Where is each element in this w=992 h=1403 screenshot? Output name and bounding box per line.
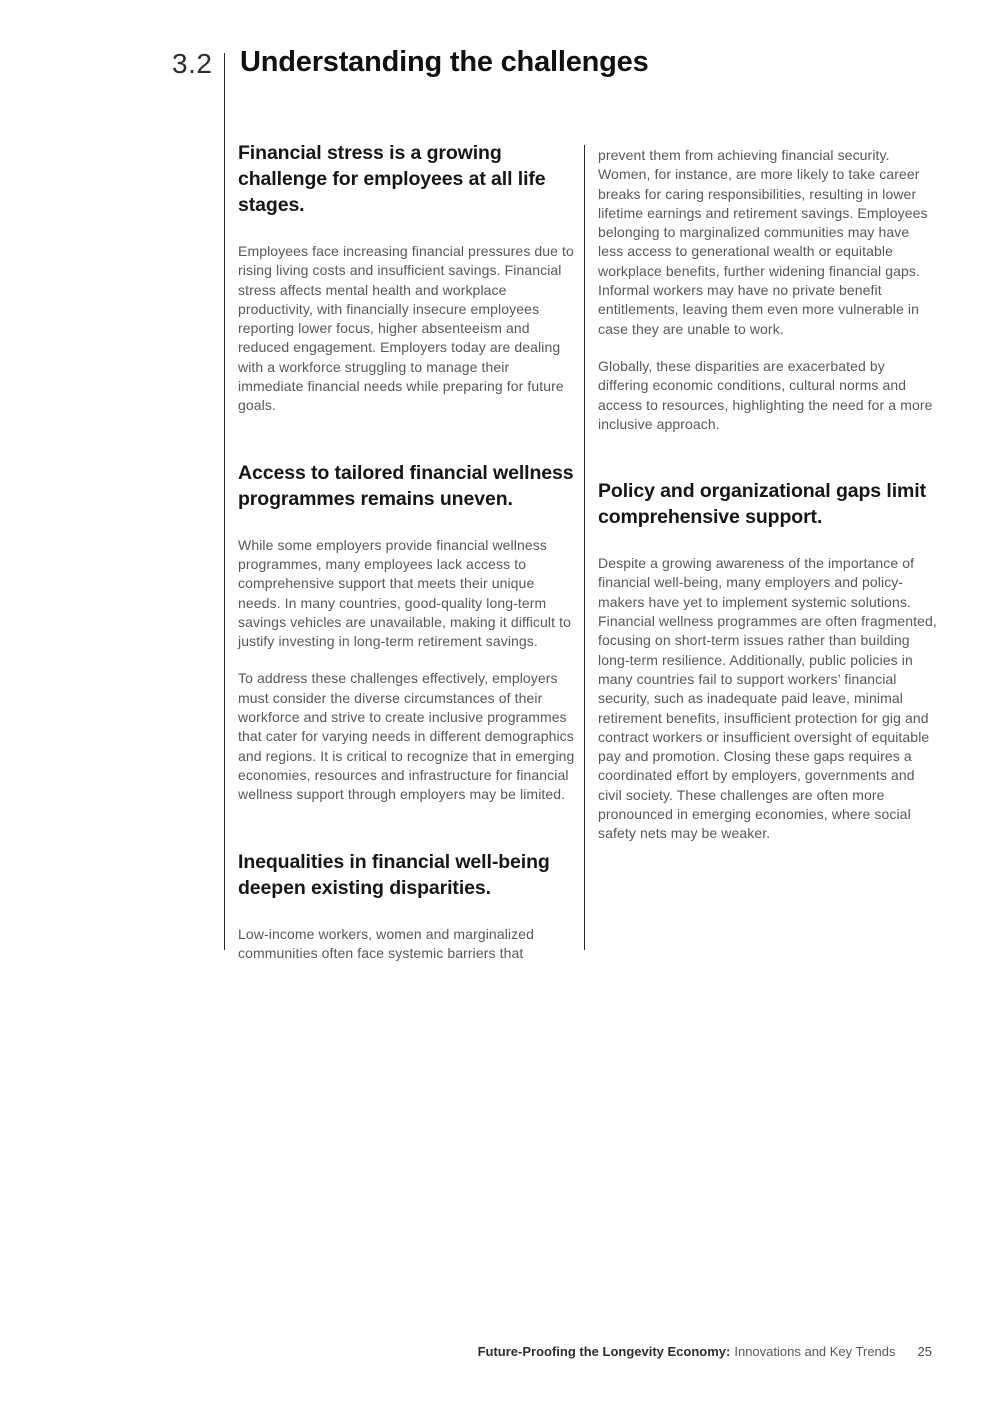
body-paragraph: Low-income workers, women and marginalized communities often face systemic barriers that [238, 925, 534, 961]
body-paragraph: To address these challenges effectively, employers must consider the diverse circumstances of their workforce and strive to create inclusive programmes that cater for varying needs in different demographics and regions. It is critical to recognize that in emerging economies, resources and infrastructure for financial wellness support through employers may be limited. [238, 670, 575, 803]
footer-report-title: Future-Proofing the Longevity Economy: [477, 1344, 731, 1359]
footer-page-number: 25 [917, 1344, 932, 1359]
section-number: 3.2 [172, 48, 213, 79]
column-divider-rule [584, 145, 585, 950]
body-paragraph: Globally, these disparities are exacerbated by differing economic conditions, cultural norms and access to resources, highlighting the need for a more inclusive approach. [598, 357, 933, 432]
subsection-heading-financial-stress: Financial stress is a growing challenge for employees at all life stages. [238, 142, 546, 216]
left-column [238, 140, 578, 981]
page-footer [478, 1344, 932, 1359]
right-column [598, 146, 938, 862]
subsection-heading-inequalities: Inequalities in financial well-being deepen existing disparities. [238, 850, 550, 899]
header-vertical-rule [224, 53, 225, 950]
body-paragraph: Despite a growing awareness of the importance of financial well-being, many employers and policy-makers have yet to implement systemic solutions. Financial wellness programmes are often fragmented, focusing on short-term issues rather than building long-term resilience. Additionally, public policies in many countries fail to support workers’ financial security, such as inadequate paid leave, minimal retirement benefits, insufficient protection for gig and contract workers or insufficient oversight of equitable pay and promotion. Closing these gaps requires a coordinated effort by employers, governments and civil society. These challenges are often more pronounced in emerging economies, where social safety nets may be weaker. [598, 555, 937, 842]
body-paragraph: prevent them from achieving financial security. Women, for instance, are more likely to take career breaks for caring responsibilities, resulting in lower lifetime earnings and retirement savings. Employees belonging to marginalized communities may have less access to generational wealth or equitable workplace benefits, further widening financial gaps. Informal workers may have no private benefit entitlements, leaving them even more vulnerable in case they are unable to work. [598, 147, 928, 337]
subsection-heading-policy-gaps: Policy and organizational gaps limit comprehensive support. [598, 480, 926, 529]
page-title: Understanding the challenges [240, 46, 649, 78]
subsection-heading-access-tailored: Access to tailored financial wellness programmes remains uneven. [238, 461, 574, 510]
footer-report-subtitle: Innovations and Key Trends [734, 1344, 896, 1359]
body-paragraph: Employees face increasing financial pressures due to rising living costs and insufficient savings. Financial stress affects mental health and workplace productivity, with financially insecure employees reporting lower focus, higher absenteeism and reduced engagement. Employers today are dealing with a workforce struggling to manage their immediate financial needs while preparing for future goals. [238, 243, 574, 414]
body-paragraph: While some employers provide financial wellness programmes, many employees lack access to comprehensive support that meets their unique needs. In many countries, good-quality long-term savings vehicles are unavailable, making it difficult to justify investing in long-term retirement savings. [238, 536, 571, 650]
